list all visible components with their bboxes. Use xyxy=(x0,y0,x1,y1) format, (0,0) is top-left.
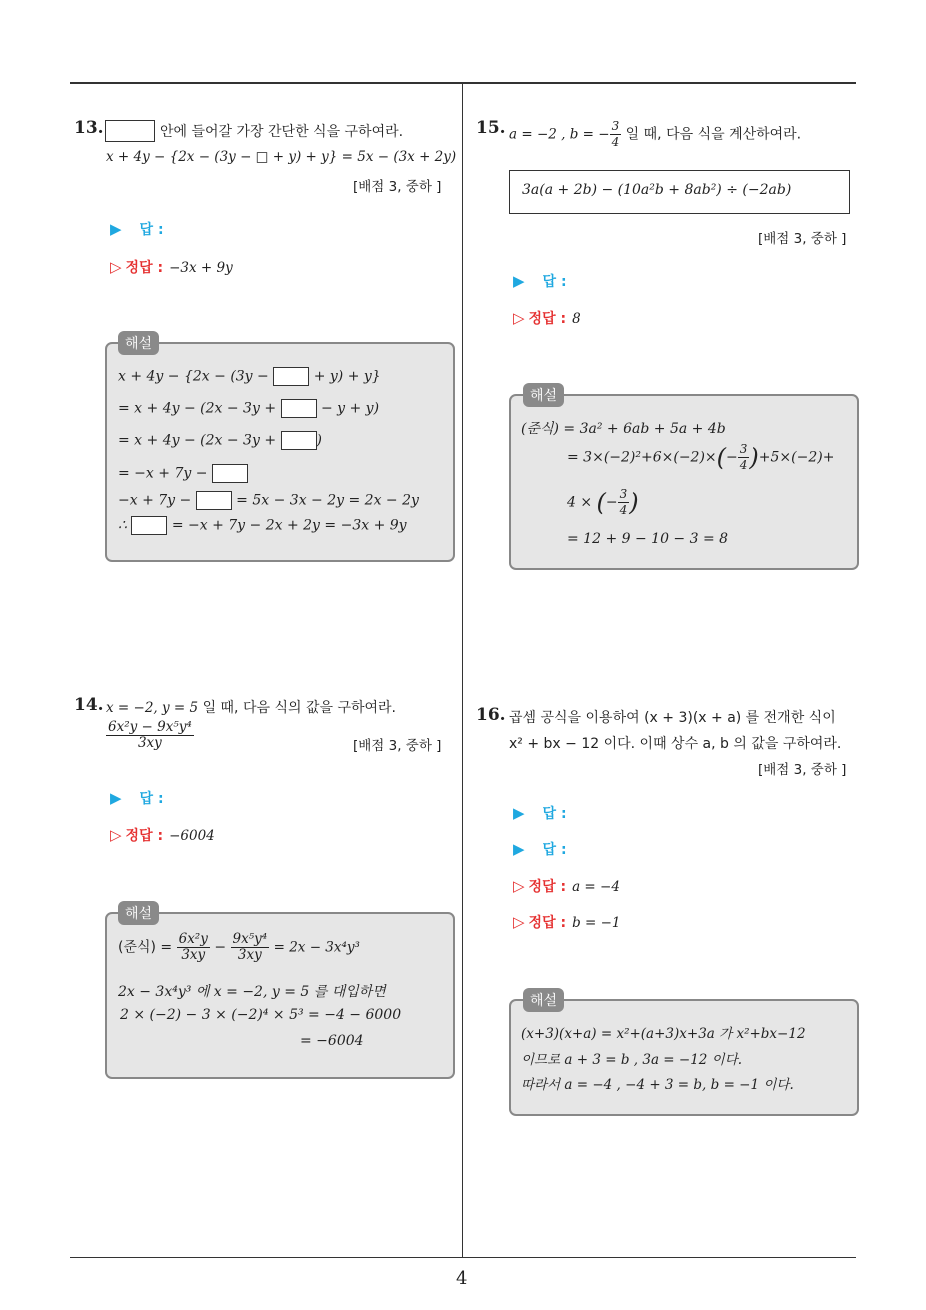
answer-label: 답 : xyxy=(542,274,567,290)
question-14-number: 14. xyxy=(74,695,104,715)
q15-explain-line-2: = 3×(−2)²+6×(−2)×(− $\frac{3}{4}$ )+5×(−2)+ xyxy=(567,442,835,472)
q13-explain-line-6: ∴ = −x + 7y − 2x + 2y = −3x + 9y xyxy=(118,517,407,534)
q13-explain-line-4: = −x + 7y − xyxy=(118,464,248,483)
question-15-key-row xyxy=(513,308,581,328)
column-divider xyxy=(462,84,463,1258)
q16-explain-line-2: 이므로 a + 3 = b , 3a = −12 이다. xyxy=(521,1052,743,1068)
answer-label: 답 : xyxy=(139,791,164,807)
question-16-answer-row-2 xyxy=(513,839,567,859)
q13-explain-line-2: = x + 4y − (2x − 3y + − y + y) xyxy=(118,400,380,417)
play-icon: ▶ xyxy=(513,804,525,822)
question-13-score: [배점 3, 중하 ] xyxy=(353,179,442,195)
play-icon: ▶ xyxy=(513,272,525,290)
top-rule xyxy=(70,82,856,84)
key-label: 정답 : xyxy=(125,828,164,844)
q13-explain-line-1: x + 4y − {2x − (3y − + y) + y} xyxy=(118,368,381,385)
question-16-line-2: x² + bx − 12 이다. 이때 상수 a, b 의 값을 구하여라. xyxy=(509,736,842,752)
question-15-answer-row xyxy=(513,271,567,291)
question-13-number: 13. xyxy=(74,118,104,138)
q13-explain-line-3: = x + 4y − (2x − 3y + ) xyxy=(118,432,322,449)
question-14-fraction: $\frac{\text{6x²y − 9x⁵y⁴}}{3xy}$ xyxy=(108,719,192,751)
q14-explain-line-1: (준식) = $\frac{\text{6x²y}}{3xy}$ − $\frac{\text{9x⁵y⁴}}{3xy}$ = 2x − 3x⁴y³ xyxy=(118,931,360,963)
play-icon: ▶ xyxy=(513,840,525,858)
question-16-key-row-1 xyxy=(513,876,620,896)
answer-label: 답 : xyxy=(139,222,164,238)
bottom-rule xyxy=(70,1257,856,1258)
q15-explain-line-3: 4 × (− $\frac{3}{4}$ ) xyxy=(567,487,639,517)
explanation-tag: 해설 xyxy=(118,331,159,355)
play-icon: ▶ xyxy=(110,789,122,807)
question-13-answer-row xyxy=(110,219,164,239)
question-15-prompt: a = −2 , b = − $\frac{3}{4}$ 일 때, 다음 식을 계산하여라. xyxy=(509,119,802,149)
explanation-tag: 해설 xyxy=(118,901,159,925)
question-13-answer-box xyxy=(105,120,155,142)
q14-explain-line-4: = −6004 xyxy=(300,1033,364,1049)
key-value: a = −4 xyxy=(572,879,620,895)
triangle-outline-icon: ▷ xyxy=(110,826,122,844)
q14-explain-line-2: 2x − 3x⁴y³ 에 x = −2, y = 5 를 대입하면 xyxy=(118,984,386,1000)
question-16-score: [배점 3, 중하 ] xyxy=(758,762,847,778)
question-14-key-row xyxy=(110,825,215,845)
question-13-expression: x + 4y − {2x − (3y − □ + y) + y} = 5x − (3x + 2y) xyxy=(106,149,457,165)
key-label: 정답 : xyxy=(528,879,567,895)
explanation-tag: 해설 xyxy=(523,988,564,1012)
page-number: 4 xyxy=(456,1268,468,1289)
question-14-prompt: x = −2, y = 5 일 때, 다음 식의 값을 구하여라. xyxy=(106,700,397,716)
triangle-outline-icon: ▷ xyxy=(513,877,525,895)
question-16-line-1: 곱셈 공식을 이용하여 (x + 3)(x + a) 를 전개한 식이 xyxy=(509,710,836,726)
key-value: b = −1 xyxy=(572,915,621,931)
question-16-number: 16. xyxy=(476,705,506,725)
question-15-score: [배점 3, 중하 ] xyxy=(758,231,847,247)
question-14-score: [배점 3, 중하 ] xyxy=(353,738,442,754)
question-16-answer-row-1 xyxy=(513,803,567,823)
q13-explain-line-5: −x + 7y − = 5x − 3x − 2y = 2x − 2y xyxy=(118,492,419,509)
key-value: 8 xyxy=(572,311,581,327)
key-label: 정답 : xyxy=(125,260,164,276)
question-15-expression: 3a(a + 2b) − (10a²b + 8ab²) ÷ (−2ab) xyxy=(522,182,792,198)
key-label: 정답 : xyxy=(528,915,567,931)
triangle-outline-icon: ▷ xyxy=(513,309,525,327)
triangle-outline-icon: ▷ xyxy=(110,258,122,276)
question-16-key-row-2 xyxy=(513,912,621,932)
question-13-key-row xyxy=(110,257,233,277)
key-value: −6004 xyxy=(169,828,215,844)
answer-label: 답 : xyxy=(542,806,567,822)
play-icon: ▶ xyxy=(110,220,122,238)
explanation-tag: 해설 xyxy=(523,383,564,407)
key-label: 정답 : xyxy=(528,311,567,327)
question-15-number: 15. xyxy=(476,118,506,138)
answer-label: 답 : xyxy=(542,842,567,858)
key-value: −3x + 9y xyxy=(169,260,233,276)
question-14-answer-row xyxy=(110,788,164,808)
q16-explain-line-3: 따라서 a = −4 , −4 + 3 = b, b = −1 이다. xyxy=(521,1077,794,1093)
question-13-prompt: 안에 들어갈 가장 간단한 식을 구하여라. xyxy=(160,124,404,140)
q15-explain-line-4: = 12 + 9 − 10 − 3 = 8 xyxy=(567,531,729,547)
q14-explain-line-3: 2 × (−2) − 3 × (−2)⁴ × 5³ = −4 − 6000 xyxy=(120,1007,402,1023)
triangle-outline-icon: ▷ xyxy=(513,913,525,931)
q16-explain-line-1: (x+3)(x+a) = x²+(a+3)x+3a 가 x²+bx−12 xyxy=(521,1026,806,1042)
q15-explain-line-1: (준식) = 3a² + 6ab + 5a + 4b xyxy=(521,421,726,437)
